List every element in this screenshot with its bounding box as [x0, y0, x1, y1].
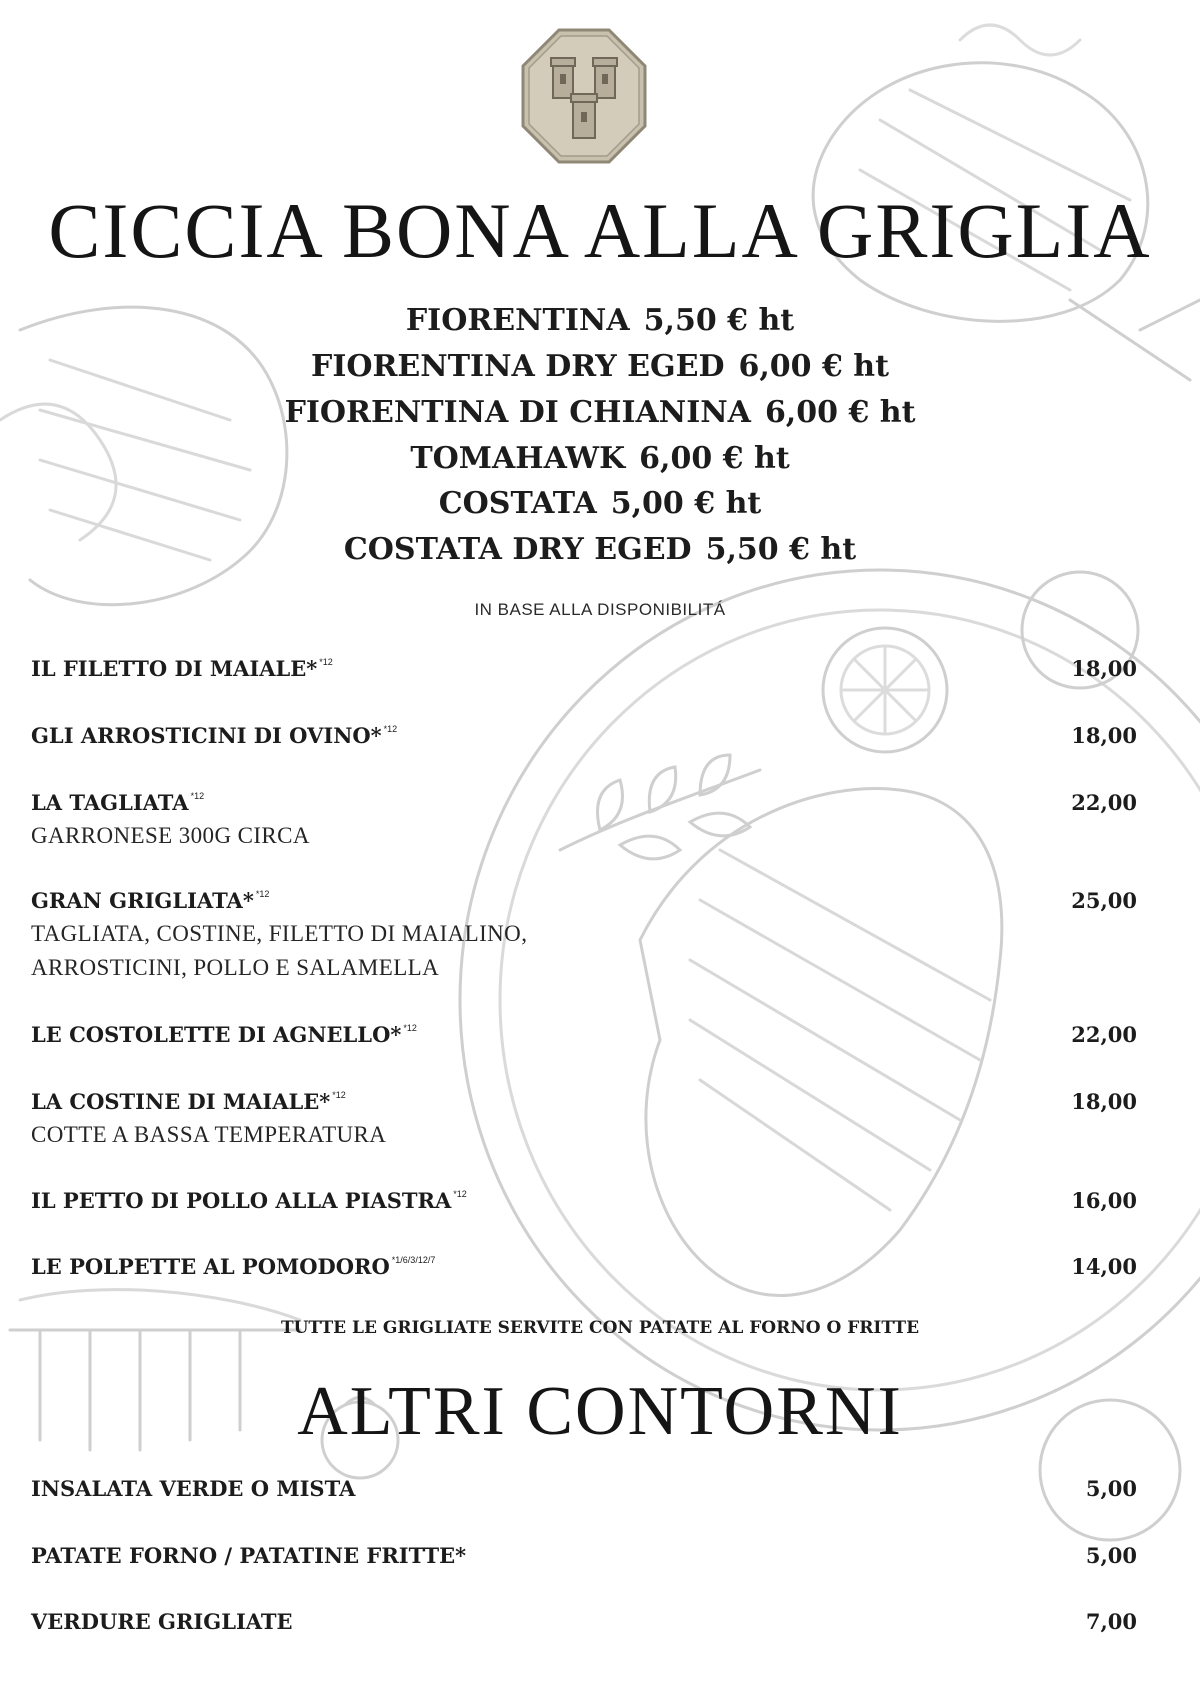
item-price: 18,00	[1071, 1089, 1137, 1114]
cut-line	[0, 441, 1200, 476]
item-name-text: LA TAGLIATA	[31, 790, 189, 815]
side-item-price: 7,00	[1085, 1609, 1137, 1634]
cut-price: 6,00 € ht	[764, 395, 916, 430]
allergen-note: *12	[190, 791, 205, 801]
item-name	[31, 1190, 467, 1211]
served-note: TUTTE LE GRIGLIATE SERVITE CON PATATE AL FORNO O FRITTE	[280, 1318, 920, 1338]
cut-name: FIORENTINA	[405, 303, 630, 338]
item-name-text: IL FILETTO DI MAIALE*	[31, 656, 318, 681]
cut-line	[0, 532, 1200, 567]
item-name	[31, 725, 397, 746]
menu-title: CICCIA BONA ALLA GRIGLIA	[48, 187, 1152, 274]
sides-title: ALTRI CONTORNI	[297, 1373, 903, 1450]
cut-name: COSTATA	[438, 486, 597, 521]
cut-price: 5,00 € ht	[610, 486, 762, 521]
item-name	[31, 1256, 435, 1277]
item-description: COTTE A BASSA TEMPERATURA	[31, 1122, 387, 1147]
cut-price: 6,00 € ht	[738, 349, 889, 384]
side-item-price: 5,00	[1085, 1543, 1137, 1568]
item-price: 22,00	[1071, 790, 1137, 815]
item-name-text: GRAN GRIGLIATA*	[31, 888, 254, 913]
item-price: 16,00	[1071, 1188, 1137, 1213]
item-name-text: LA COSTINE DI MAIALE*	[31, 1089, 331, 1114]
item-name-text: LE POLPETTE AL POMODORO	[31, 1254, 390, 1279]
item-name	[31, 658, 333, 679]
item-price: 18,00	[1071, 656, 1137, 681]
cut-price: 6,00 € ht	[639, 441, 790, 476]
item-price: 14,00	[1071, 1254, 1137, 1279]
item-description: TAGLIATA, COSTINE, FILETTO DI MAIALINO,	[31, 921, 528, 946]
item-name	[31, 1024, 417, 1045]
allergen-note: *12	[332, 1090, 346, 1100]
item-price: 18,00	[1071, 723, 1137, 748]
allergen-note: *12	[319, 657, 333, 667]
item-description: GARRONESE 300G CIRCA	[31, 823, 310, 848]
allergen-note: *12	[403, 1023, 417, 1033]
cut-line	[0, 486, 1200, 521]
tower-seal-icon	[521, 28, 647, 164]
item-name-text: LE COSTOLETTE DI AGNELLO*	[31, 1022, 402, 1047]
item-name	[31, 890, 269, 911]
side-item-name: PATATE FORNO / PATATINE FRITTE*	[31, 1543, 467, 1568]
item-name	[31, 1091, 346, 1112]
cut-line	[0, 303, 1200, 338]
allergen-note: *12	[255, 889, 270, 899]
availability-note: IN BASE ALLA DISPONIBILITÁ	[474, 600, 726, 619]
cut-line	[0, 395, 1200, 430]
cut-price: 5,50 € ht	[643, 303, 795, 338]
item-name	[31, 792, 204, 813]
allergen-note: *1/6/3/12/7	[391, 1255, 436, 1265]
cut-name: TOMAHAWK	[410, 441, 626, 476]
cut-line	[0, 349, 1200, 384]
item-price: 22,00	[1071, 1022, 1137, 1047]
cut-name: FIORENTINA DI CHIANINA	[284, 395, 751, 430]
side-item-price: 5,00	[1085, 1476, 1137, 1501]
item-name-text: GLI ARROSTICINI DI OVINO*	[31, 723, 382, 748]
item-description: ARROSTICINI, POLLO E SALAMELLA	[31, 955, 440, 980]
side-item-name: INSALATA VERDE O MISTA	[31, 1476, 356, 1501]
item-name-text: IL PETTO DI POLLO ALLA PIASTRA	[31, 1188, 452, 1213]
cut-price: 5,50 € ht	[705, 532, 857, 567]
item-price: 25,00	[1071, 888, 1137, 913]
allergen-note: *12	[383, 724, 398, 734]
allergen-note: *12	[453, 1189, 467, 1199]
cut-name: FIORENTINA DRY EGED	[311, 349, 725, 384]
cut-name: COSTATA DRY EGED	[343, 532, 692, 567]
side-item-name: VERDURE GRIGLIATE	[31, 1609, 293, 1634]
